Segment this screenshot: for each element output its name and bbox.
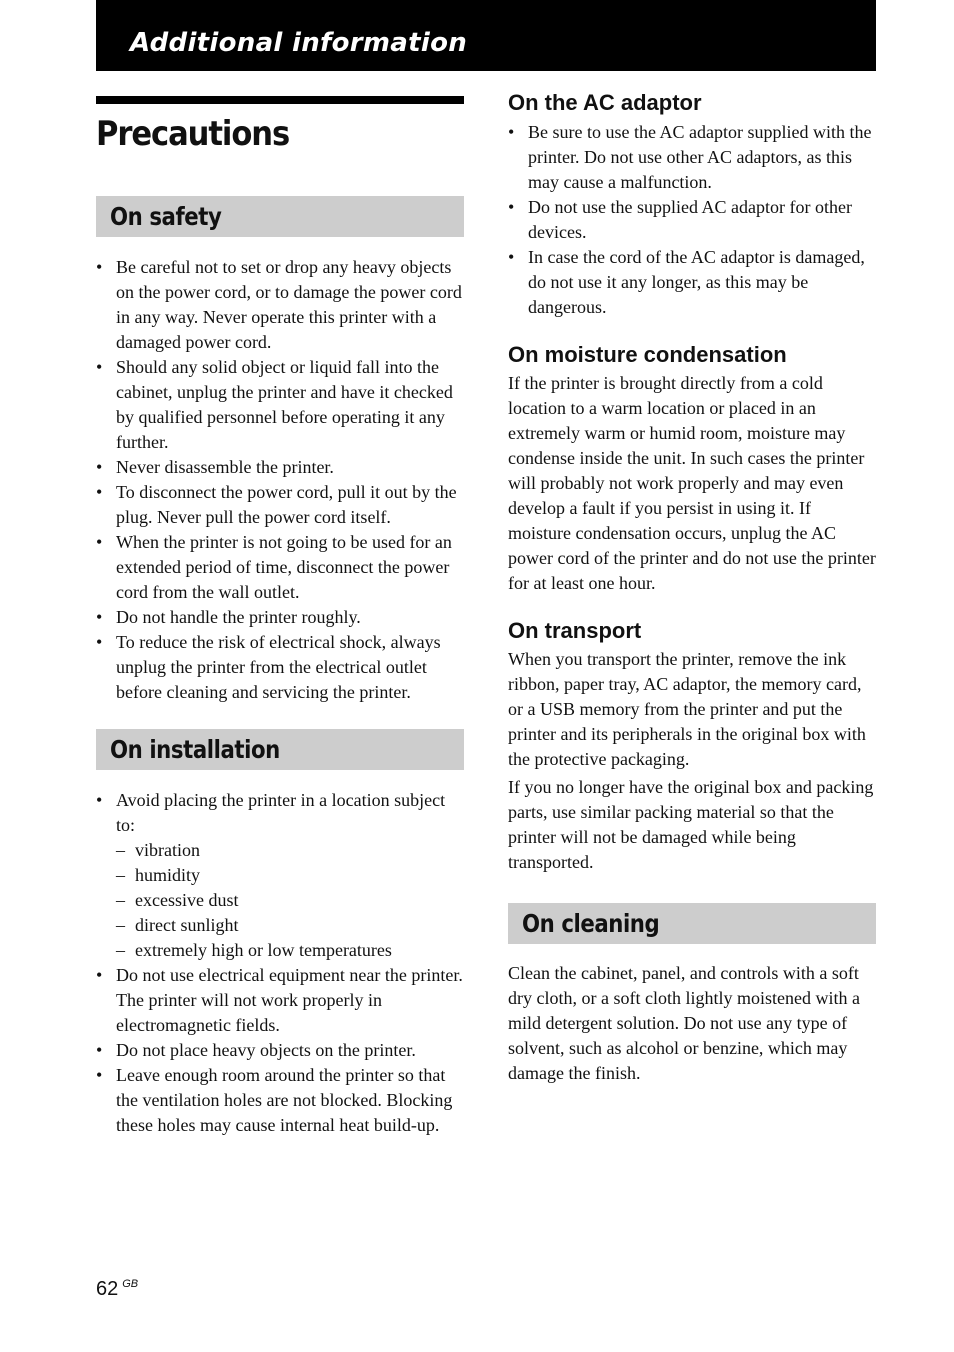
title-rule (96, 96, 464, 104)
list-item (508, 245, 876, 320)
list-item-text: Never disassemble the printer. (116, 457, 334, 477)
safety-list (96, 255, 464, 705)
header-bar (96, 0, 876, 71)
bullet-icon: • (96, 965, 103, 985)
section-header-safety (96, 196, 464, 237)
transport-paragraph-1: When you transport the printer, remove the ink ribbon, paper tray, AC adaptor, the memory card, or a USB memory from the printer and put the printer and its peripherals in the original box with the protective packaging. (508, 649, 866, 769)
list-item-text: To reduce the risk of electrical shock, always unplug the printer from the electrical outlet before cleaning and servicing the printer. (116, 632, 441, 702)
page-number: 62 (96, 1278, 119, 1300)
bullet-icon: • (96, 1065, 103, 1085)
list-item (96, 963, 464, 1038)
list-item-text: Leave enough room around the printer so that the ventilation holes are not blocked. Blocking these holes may cause internal heat build-up. (116, 1065, 453, 1135)
list-item (96, 355, 464, 455)
bullet-icon: • (96, 632, 103, 652)
bullet-icon: • (96, 532, 103, 552)
ac-adaptor-list (508, 120, 876, 320)
sublist-item (116, 938, 464, 963)
section-title-safety: On safety (110, 202, 222, 231)
bullet-icon: • (96, 790, 103, 810)
bullet-icon: • (96, 482, 103, 502)
list-item-text: Be careful not to set or drop any heavy objects on the power cord, or to damage the power cord in any way. Never operate this printer with a damaged power cord. (116, 257, 462, 352)
bullet-icon: • (96, 257, 103, 277)
list-item (96, 480, 464, 530)
heading-ac-adaptor: On the AC adaptor (508, 90, 702, 115)
list-item (96, 630, 464, 705)
right-column (508, 88, 876, 1086)
sublist-item (116, 888, 464, 913)
list-item-text: When the printer is not going to be used for an extended period of time, disconnect the power cord from the wall outlet. (116, 532, 452, 602)
section-title-cleaning: On cleaning (522, 909, 660, 938)
location-sublist (116, 838, 464, 963)
list-item-text: Be sure to use the AC adaptor supplied with the printer. Do not use other AC adaptors, as this may cause a malfunction. (528, 122, 872, 192)
page-footer (96, 1278, 138, 1301)
language-code: GB (122, 1278, 139, 1291)
sublist-item (116, 913, 464, 938)
section-title-installation: On installation (110, 735, 280, 764)
left-column (96, 96, 464, 1138)
list-item (508, 195, 876, 245)
list-item-text: To disconnect the power cord, pull it out by the plug. Never pull the power cord itself. (116, 482, 457, 527)
list-item-text: Do not use electrical equipment near the printer. The printer will not work properly in electromagnetic fields. (116, 965, 463, 1035)
heading-transport: On transport (508, 618, 642, 643)
dash-icon: – (116, 915, 125, 935)
list-item-text: Do not place heavy objects on the printer. (116, 1040, 416, 1060)
bullet-icon: • (508, 122, 515, 142)
list-item-text: Do not use the supplied AC adaptor for other devices. (528, 197, 852, 242)
list-item-text: In case the cord of the AC adaptor is damaged, do not use it any longer, as this may be dangerous. (528, 247, 865, 317)
list-item (96, 605, 464, 630)
list-item-text: Avoid placing the printer in a location subject to: (116, 790, 446, 835)
cleaning-paragraph: Clean the cabinet, panel, and controls with a soft dry cloth, or a soft cloth lightly moistened with a mild detergent solution. Do not use any type of solvent, such as alcohol or benzine, which may damage the finish. (508, 963, 860, 1083)
bullet-icon: • (508, 197, 515, 217)
bullet-icon: • (96, 1040, 103, 1060)
list-item (96, 530, 464, 605)
installation-list (96, 788, 464, 1138)
list-item (96, 455, 464, 480)
sublist-item (116, 863, 464, 888)
list-item-text: Should any solid object or liquid fall into the cabinet, unplug the printer and have it checked by qualified personnel before operating it any further. (116, 357, 453, 452)
moisture-paragraph: If the printer is brought directly from a cold location to a warm location or placed in an extremely warm or humid room, moisture may condense inside the unit. In such cases the printer will probably not work properly and may even develop a fault if you persist in using it. If moisture condensation occurs, unplug the AC power cord of the printer and do not use the printer for at least one hour. (508, 373, 876, 593)
dash-icon: – (116, 840, 125, 860)
list-item (96, 1038, 464, 1063)
dash-icon: – (116, 865, 125, 885)
sublist-item-text: vibration (135, 840, 200, 860)
transport-paragraph-2: If you no longer have the original box and packing parts, use similar packing material so that the printer will not be damaged while being transported. (508, 777, 874, 872)
header-title: Additional information (130, 28, 468, 58)
list-item-text: Do not handle the printer roughly. (116, 607, 361, 627)
list-item (96, 255, 464, 355)
list-item (508, 120, 876, 195)
bullet-icon: • (508, 247, 515, 267)
sublist-item-text: direct sunlight (135, 915, 239, 935)
bullet-icon: • (96, 357, 103, 377)
sublist-item-text: excessive dust (135, 890, 239, 910)
sublist-item-text: extremely high or low temperatures (135, 940, 392, 960)
list-item (96, 1063, 464, 1138)
section-header-cleaning (508, 903, 876, 944)
bullet-icon: • (96, 607, 103, 627)
dash-icon: – (116, 890, 125, 910)
sublist-item-text: humidity (135, 865, 201, 885)
dash-icon: – (116, 940, 125, 960)
section-header-installation (96, 729, 464, 770)
list-item (96, 788, 464, 963)
heading-moisture-condensation: On moisture condensation (508, 342, 787, 367)
sublist-item (116, 838, 464, 863)
bullet-icon: • (96, 457, 103, 477)
page-title: Precautions (96, 114, 290, 154)
